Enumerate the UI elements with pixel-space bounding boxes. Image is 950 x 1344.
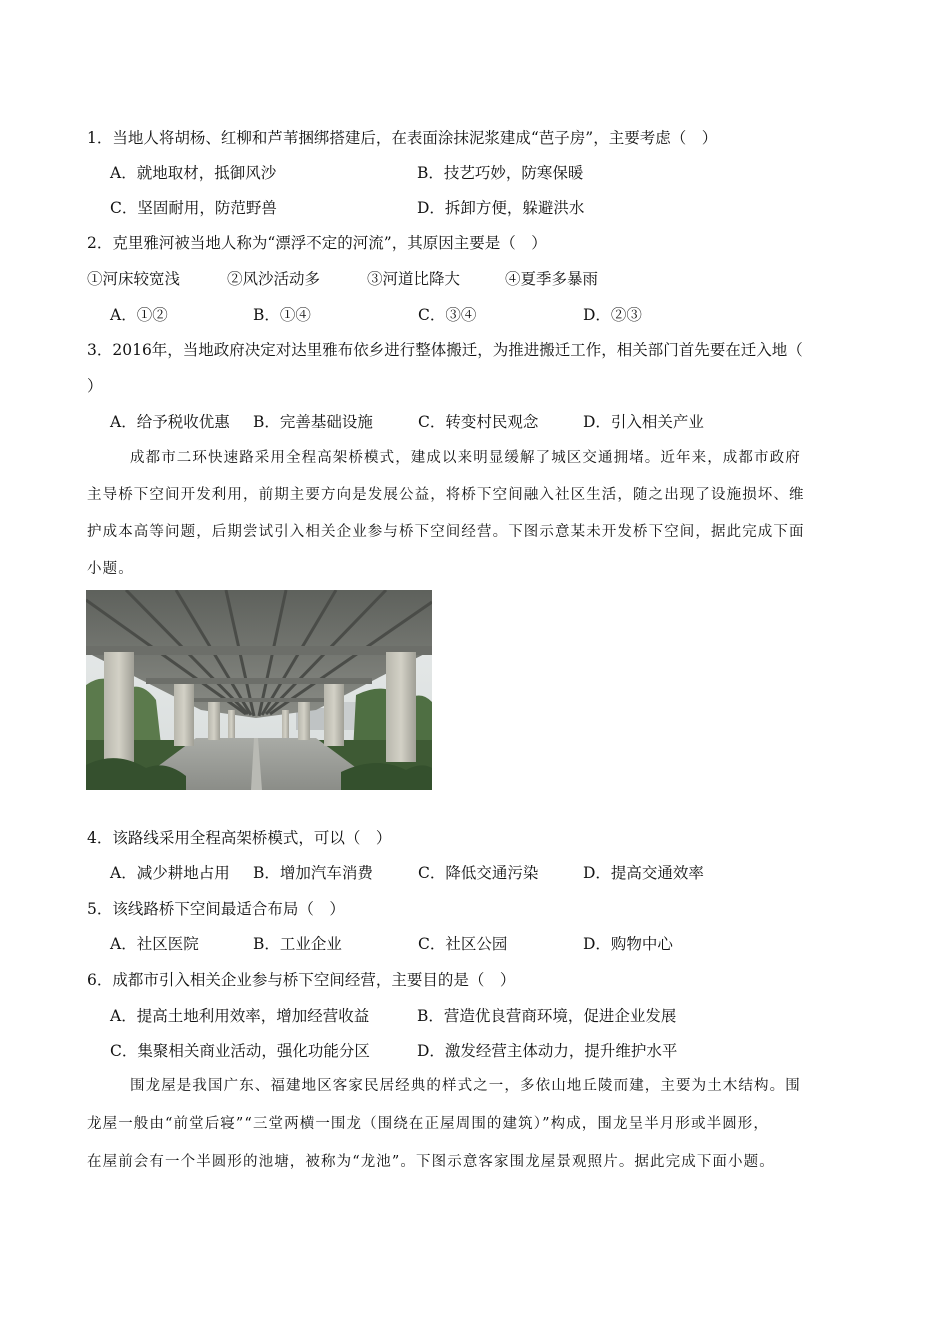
q3-option-b: B．完善基础设施 [253, 413, 373, 431]
q5-option-c: C．社区公园 [418, 935, 508, 953]
q5-option-b: B．工业企业 [253, 935, 342, 953]
passage1-line: 小题。 [87, 561, 134, 577]
viaduct-photo [86, 590, 432, 790]
q2-item-4: ④夏季多暴雨 [505, 270, 599, 288]
q4-stem: 4．该路线采用全程高架桥模式，可以（ ） [87, 829, 392, 847]
q2-item-3: ③河道比降大 [367, 270, 461, 288]
q2-option-d: D．②③ [583, 306, 642, 324]
q4-option-c: C．降低交通污染 [418, 864, 539, 882]
q3-stem-end: ） [87, 377, 103, 395]
passage1-line: 成都市二环快速路采用全程高架桥模式，建成以来明显缓解了城区交通拥堵。近年来，成都市政府 [130, 450, 801, 466]
q3-option-d: D．引入相关产业 [583, 413, 704, 431]
q4-option-b: B．增加汽车消费 [253, 864, 373, 882]
passage2-line: 在屋前会有一个半圆形的池塘，被称为“龙池”。下图示意客家围龙屋景观照片。据此完成下面小题。 [87, 1154, 775, 1170]
q3-option-c: C．转变村民观念 [418, 413, 539, 431]
q5-stem: 5．该线路桥下空间最适合布局（ ） [87, 900, 345, 918]
q6-option-d: D．激发经营主体动力，提升维护水平 [417, 1042, 678, 1060]
q3-stem: 3．2016年，当地政府决定对达里雅布依乡进行整体搬迁，为推进搬迁工作，相关部门首先要在迁入地（ [87, 341, 803, 359]
q5-option-a: A．社区医院 [110, 935, 199, 953]
q4-option-a: A．减少耕地占用 [110, 864, 230, 882]
q5-option-d: D．购物中心 [583, 935, 673, 953]
q1-option-b: B．技艺巧妙，防寒保暖 [417, 164, 584, 182]
passage1-line: 主导桥下空间开发利用，前期主要方向是发展公益，将桥下空间融入社区生活，随之出现了设施损坏、维 [87, 487, 805, 503]
q2-option-c: C．③④ [418, 306, 477, 324]
q1-stem: 1．当地人将胡杨、红柳和芦苇捆绑搭建后，在表面涂抹泥浆建成“芭子房”，主要考虑（ ） [87, 129, 718, 147]
passage1-line: 护成本高等问题，后期尝试引入相关企业参与桥下空间经营。下图示意某未开发桥下空间，据此完成下面 [87, 524, 805, 540]
q3-option-a: A．给予税收优惠 [110, 413, 230, 431]
q6-stem: 6．成都市引入相关企业参与桥下空间经营，主要目的是（ ） [87, 971, 516, 989]
q1-option-a: A．就地取材，抵御风沙 [110, 164, 277, 182]
q4-option-d: D．提高交通效率 [583, 864, 704, 882]
q1-option-d: D．拆卸方便，躲避洪水 [417, 199, 585, 217]
q1-option-c: C．坚固耐用，防范野兽 [110, 199, 277, 217]
passage2-line: 龙屋一般由“前堂后寝”“三堂两横一围龙（围绕在正屋周围的建筑）”构成，围龙呈半月形或半圆形， [87, 1116, 769, 1132]
q6-option-a: A．提高土地利用效率，增加经营收益 [110, 1007, 370, 1025]
q2-option-a: A．①② [110, 306, 168, 324]
q6-option-b: B．营造优良营商环境，促进企业发展 [417, 1007, 677, 1025]
q2-item-2: ②风沙活动多 [227, 270, 321, 288]
q2-option-b: B．①④ [253, 306, 311, 324]
q6-option-c: C．集聚相关商业活动，强化功能分区 [110, 1042, 370, 1060]
q2-item-1: ①河床较宽浅 [87, 270, 181, 288]
passage2-line: 围龙屋是我国广东、福建地区客家民居经典的样式之一，多依山地丘陵而建，主要为土木结构。围 [130, 1078, 801, 1094]
q2-stem: 2．克里雅河被当地人称为“漂浮不定的河流”，其原因主要是（ ） [87, 234, 547, 252]
